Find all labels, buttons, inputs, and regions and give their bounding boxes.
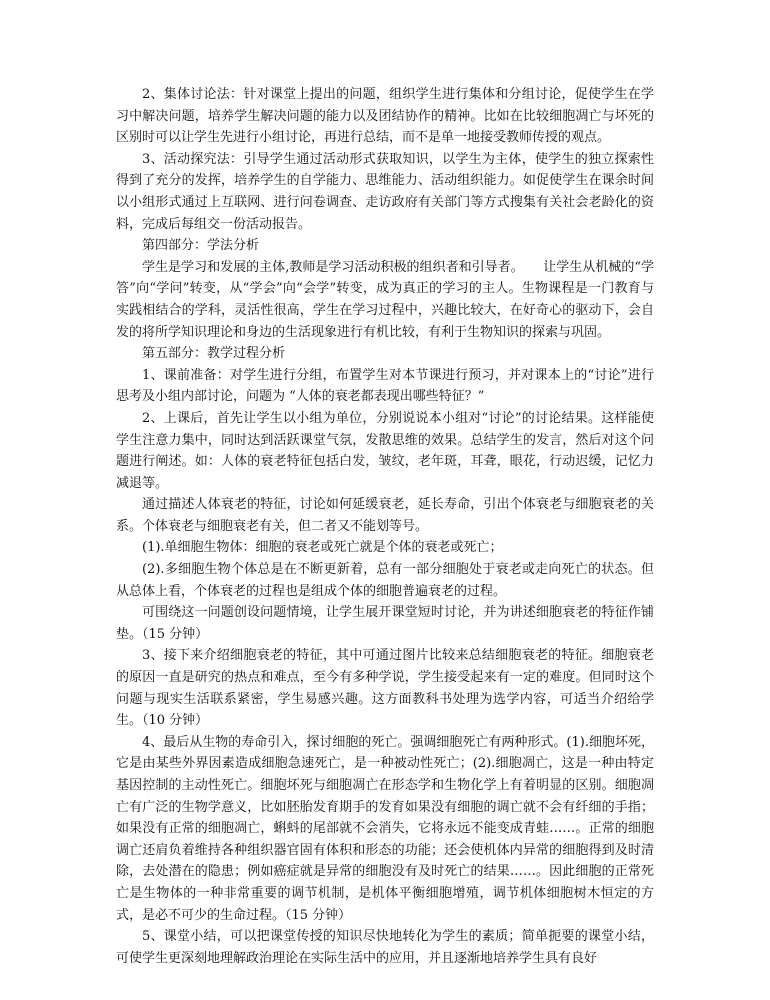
section-heading-teaching-process: 第五部分：教学过程分析 bbox=[142, 346, 286, 362]
document-page bbox=[116, 84, 654, 969]
paragraph-preparation: 1、课前准备：对学生进行分组，布置学生对本节课进行预习，并对课本上的“讨论”进行思考及小组内部讨论，问题为 “人体的衰老都表现出哪些特征？” bbox=[116, 367, 654, 405]
paragraph-cell-death: 4、最后从生物的寿命引入，探讨细胞的死亡。强调细胞死亡有两种形式。(1).细胞坏死，它是由某些外界因素造成细胞急速死亡，是一种被动性死亡；(2).细胞凋亡，这是一种由特定基因控制的主动性死亡。细胞坏死与细胞凋亡在形态学和生物化学上有着明显的区别。细胞凋亡有广泛的生物学意义，比如胚胎发育期手的发育如果没有细胞的调亡就不会有纤细的手指；如果没有正常的细胞凋亡，蝌蚪的尾部就不会消失，它将永远不能变成青蛙……。正常的细胞调亡还肩负着维持各种组织器官固有体积和形态的功能；还会使机体内异常的细胞得到及时清除，去处潜在的隐患；例如癌症就是异常的细胞没有及时死亡的结果……。因此细胞的正常死亡是生物体的一种非常重要的调节机制，是机体平衡细胞增殖，调节机体细胞树木恒定的方式，是必不可少的生命过程。（15 分钟） bbox=[116, 734, 654, 923]
section-heading-study-method: 第四部分：学法分析 bbox=[142, 238, 260, 254]
paragraph-aging-features: 3、接下来介绍细胞衰老的特征，其中可通过图片比较来总结细胞衰老的特征。细胞衰老的原因一直是研究的热点和难点，至今有多种学说，学生接受起来有一定的难度。但同时这个问题与现实生活联系紧密，学生易感兴趣。这方面教科书处理为选学内容，可适当介绍给学生。（10 分钟） bbox=[116, 648, 654, 729]
paragraph-activity-inquiry: 3、活动探究法：引导学生通过活动形式获取知识，以学生为主体，使学生的独立探索性得到了充分的发挥，培养学生的自学能力、思维能力、活动组织能力。如促使学生在课余时间以小组形式通过上互联网、进行问卷调查、走访政府有关部门等方式搜集有关社会老龄化的资料，完成后每组交一份活动报告。 bbox=[116, 151, 654, 232]
paragraph-aging-relation: 通过描述人体衰老的特征，讨论如何延缓衰老，延长寿命，引出个体衰老与细胞衰老的关系。个体衰老与细胞衰老有关，但二者又不能划等号。 bbox=[116, 497, 654, 534]
paragraph-discussion-scenario: 可围绕这一问题创设问题情境，让学生展开课堂短时讨论，并为讲述细胞衰老的特征作铺垫。（15 分钟） bbox=[116, 605, 654, 642]
paragraph-class-start: 2、上课后，首先让学生以小组为单位，分别说说本小组对“讨论”的讨论结果。这样能使学生注意力集中，同时达到活跃课堂气氛，发散思维的效果。总结学生的发言，然后对这个问题进行阐述。如：人体的衰老特征包括白发，皱纹，老年斑，耳聋，眼花，行动迟缓，记忆力减退等。 bbox=[116, 410, 654, 491]
paragraph-study-method: 学生是学习和发展的主体,教师是学习活动积极的组织者和引导者。 让学生从机械的“学答”向“学问”转变，从“学会”向“会学”转变，成为真正的学习的主人。生物课程是一门教育与实践相结合的学科，灵活性很高，学生在学习过程中，兴趣比较大，在好奇心的驱动下，会自发的将所学知识理论和身边的生活现象进行有机比较，有利于生物知识的探索与巩固。 bbox=[116, 259, 654, 340]
paragraph-group-discussion: 2、集体讨论法：针对课堂上提出的问题，组织学生进行集体和分组讨论，促使学生在学习中解决问题，培养学生解决问题的能力以及团结协作的精神。比如在比较细胞凋亡与坏死的区别时可以让学生先进行小组讨论，再进行总结，而不是单一地接受教师传授的观点。 bbox=[116, 87, 654, 146]
paragraph-multicellular: (2).多细胞生物个体总是在不断更新着，总有一部分细胞处于衰老或走向死亡的状态。但从总体上看，个体衰老的过程也是组成个体的细胞普遍衰老的过程。 bbox=[116, 562, 654, 599]
paragraph-unicellular: (1).单细胞生物体：细胞的衰老或死亡就是个体的衰老或死亡； bbox=[142, 540, 503, 556]
paragraph-class-summary: 5、课堂小结，可以把课堂传授的知识尽快地转化为学生的素质；简单扼要的课堂小结，可使学生更深刻地理解政治理论在实际生活中的应用，并且逐渐地培养学生具有良好 bbox=[116, 929, 654, 966]
